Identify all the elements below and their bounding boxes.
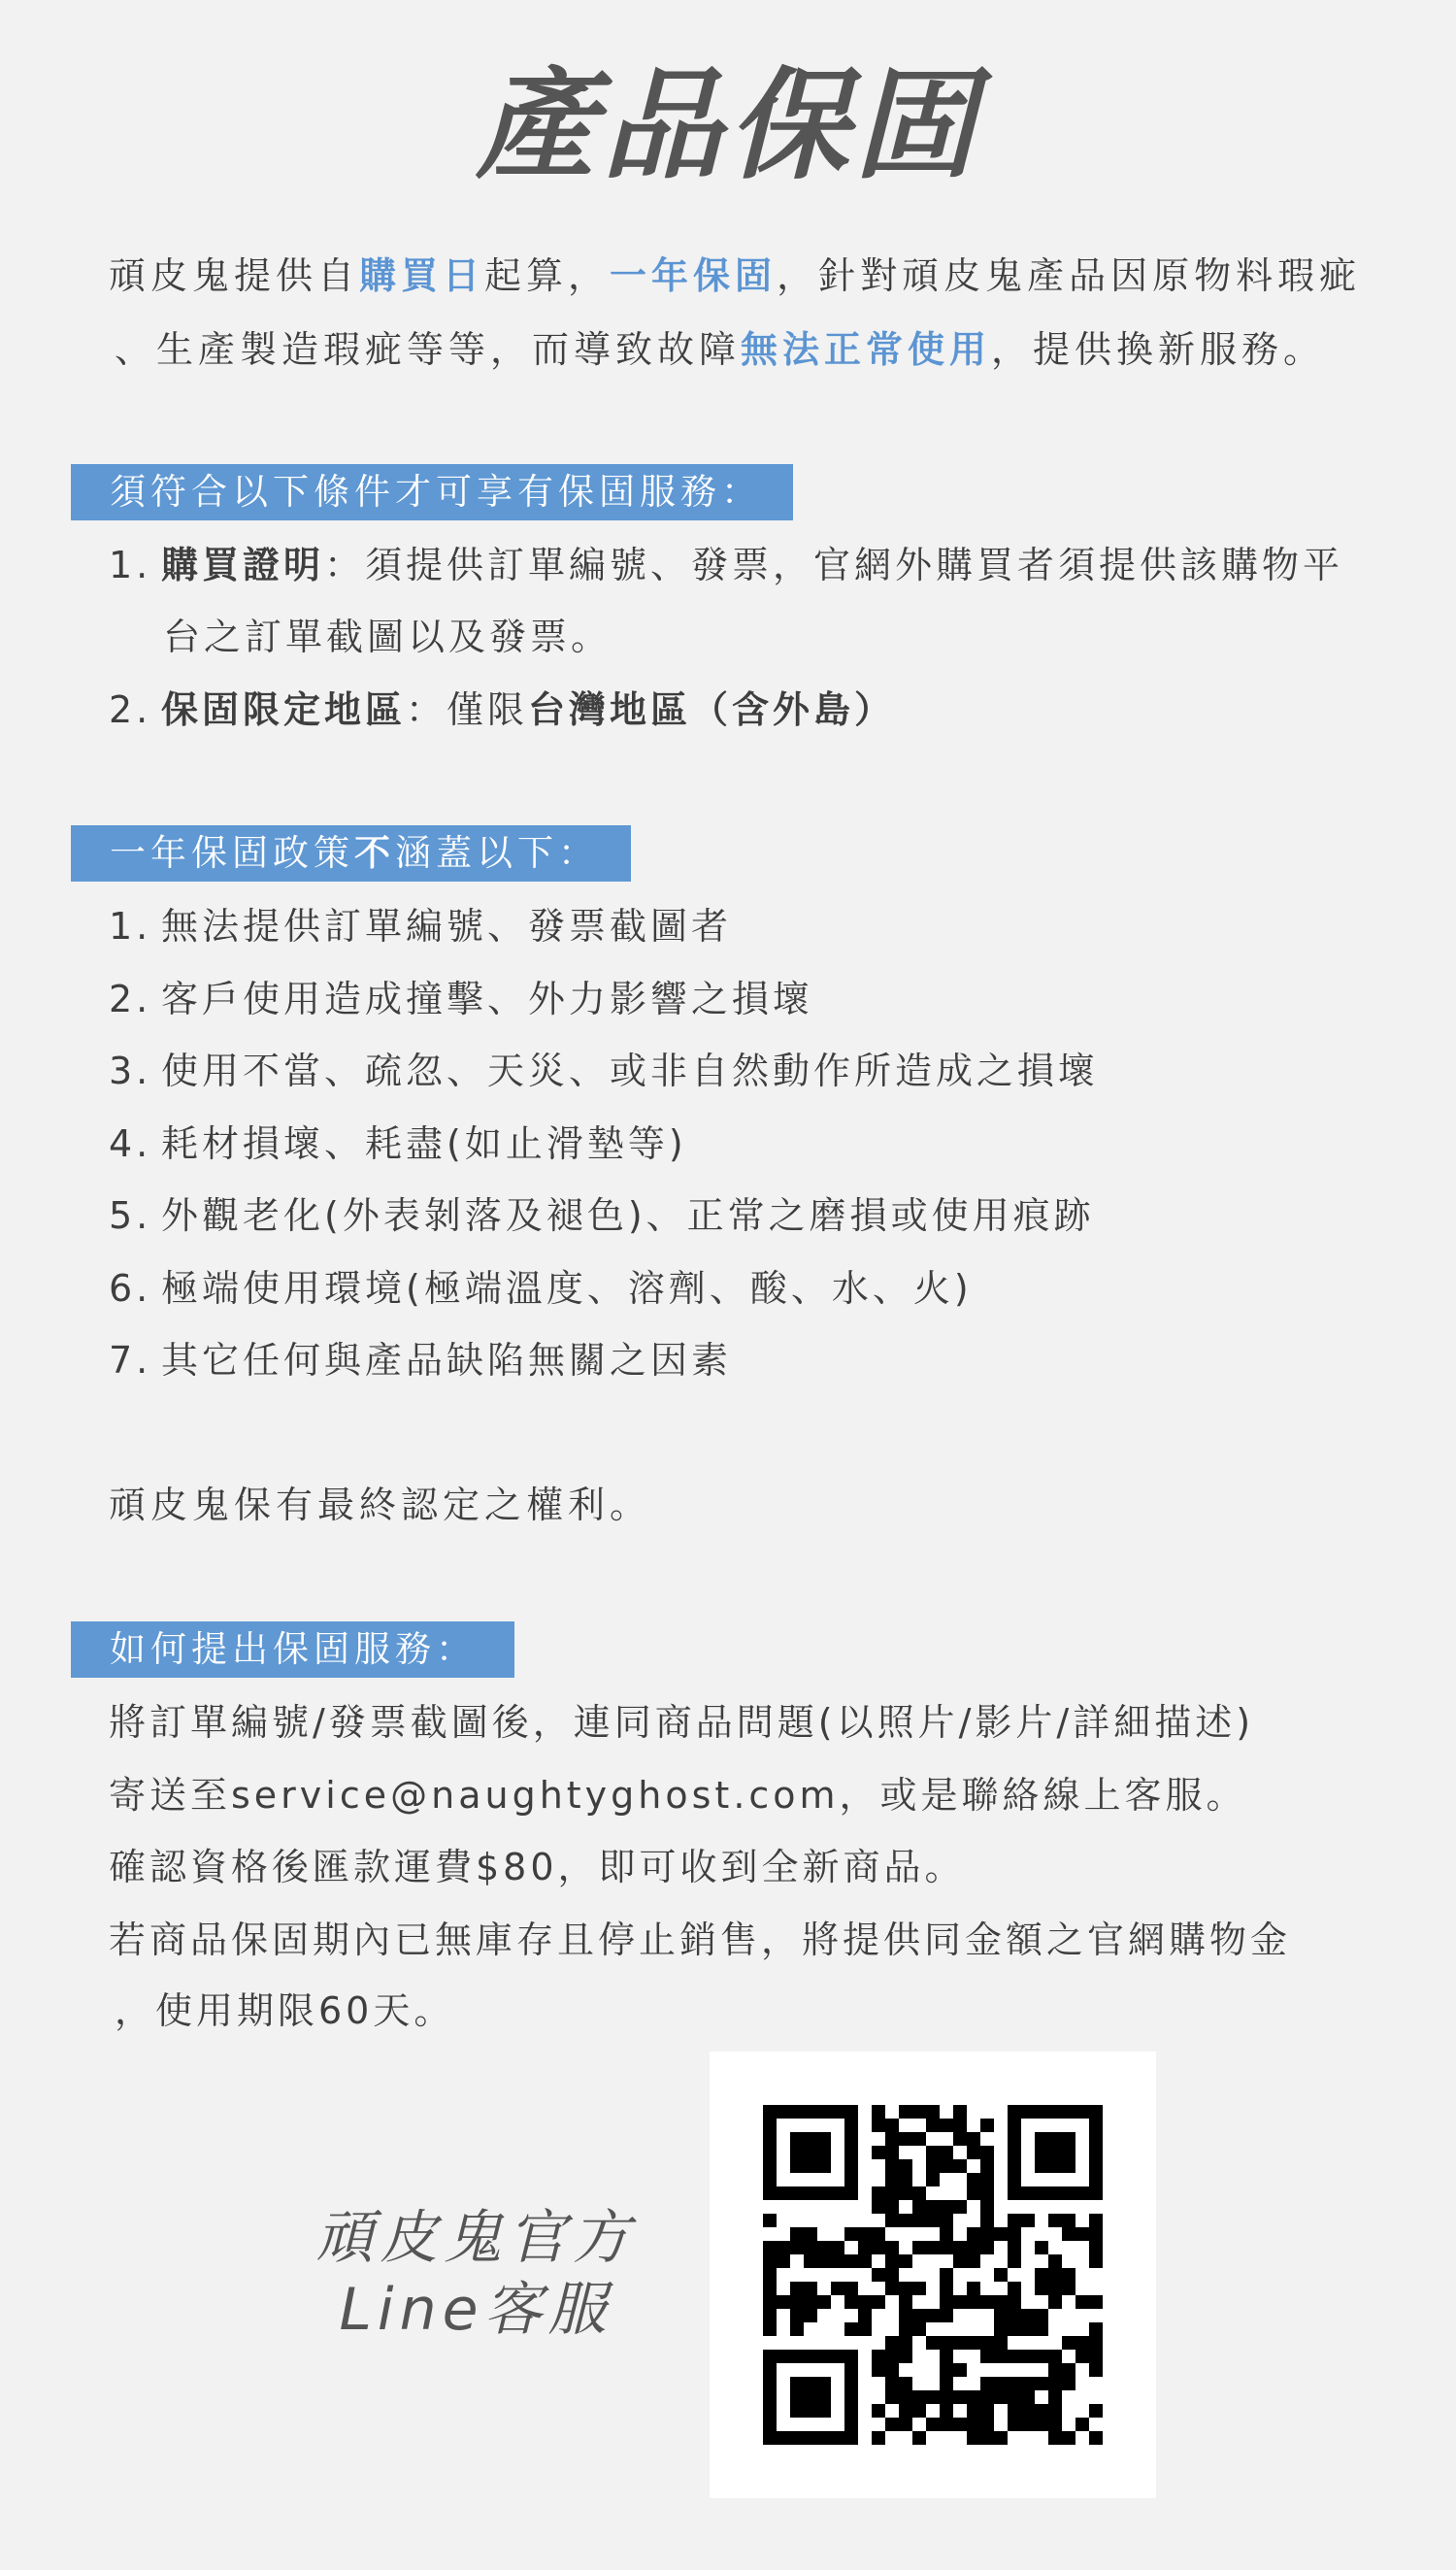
- exclusion-item: 6. 極端使用環境(極端溫度、溶劑、酸、水、火): [109, 1267, 973, 1310]
- intro-line-1: 頑皮鬼提供自購買日起算，一年保固，針對頑皮鬼產品因原物料瑕疵: [109, 254, 1362, 297]
- howto-line-5: ，使用期限60天。: [115, 1989, 455, 2032]
- intro-line-2: 、生產製造瑕疵等等，而導致故障無法正常使用，提供換新服務。: [115, 328, 1326, 371]
- page-title: 產品保固: [475, 56, 980, 196]
- line-service-label: [291, 2202, 660, 2346]
- line-service-subtitle: Line客服: [339, 2276, 612, 2344]
- exclusion-item: 1. 無法提供訂單編號、發票截圖者: [109, 905, 733, 948]
- condition-item-1: 1. 購買證明：須提供訂單編號、發票，官網外購買者須提供該購物平: [109, 544, 1344, 586]
- rights-statement: 頑皮鬼保有最終認定之權利。: [109, 1484, 652, 1526]
- exclusions-header: 一年保固政策不涵蓋以下：: [71, 825, 631, 882]
- line-qr-code[interactable]: [710, 2052, 1156, 2498]
- exclusion-item: 3. 使用不當、疏忽、天災、或非自然動作所造成之損壞: [109, 1050, 1100, 1092]
- exclusion-item: 4. 耗材損壞、耗盡(如止滑墊等): [109, 1122, 687, 1165]
- howto-header: 如何提出保固服務：: [71, 1621, 514, 1678]
- howto-line-4: 若商品保固期內已無庫存且停止銷售，將提供同金額之官網購物金: [109, 1919, 1292, 1961]
- condition-item-2: 2. 保固限定地區：僅限台灣地區（含外島）: [109, 688, 896, 731]
- exclusion-item: 2. 客戶使用造成撞擊、外力影響之損壞: [109, 978, 814, 1020]
- qr-code-icon: [763, 2105, 1103, 2445]
- conditions-header: 須符合以下條件才可享有保固服務：: [71, 464, 793, 520]
- exclusion-item: 7. 其它任何與產品缺陷無關之因素: [109, 1339, 733, 1382]
- howto-line-3: 確認資格後匯款運費$80，即可收到全新商品。: [109, 1846, 966, 1888]
- exclusion-item: 5. 外觀老化(外表剝落及褪色)、正常之磨損或使用痕跡: [109, 1194, 1095, 1237]
- howto-line-2: 寄送至service@naughtyghost.com，或是聯絡線上客服。: [109, 1774, 1247, 1817]
- howto-line-1: 將訂單編號/發票截圖後，連同商品問題(以照片/影片/詳細描述): [109, 1701, 1255, 1744]
- line-service-title: 頑皮鬼官方: [315, 2204, 636, 2272]
- condition-item-1-cont: 台之訂單截圖以及發票。: [163, 616, 612, 658]
